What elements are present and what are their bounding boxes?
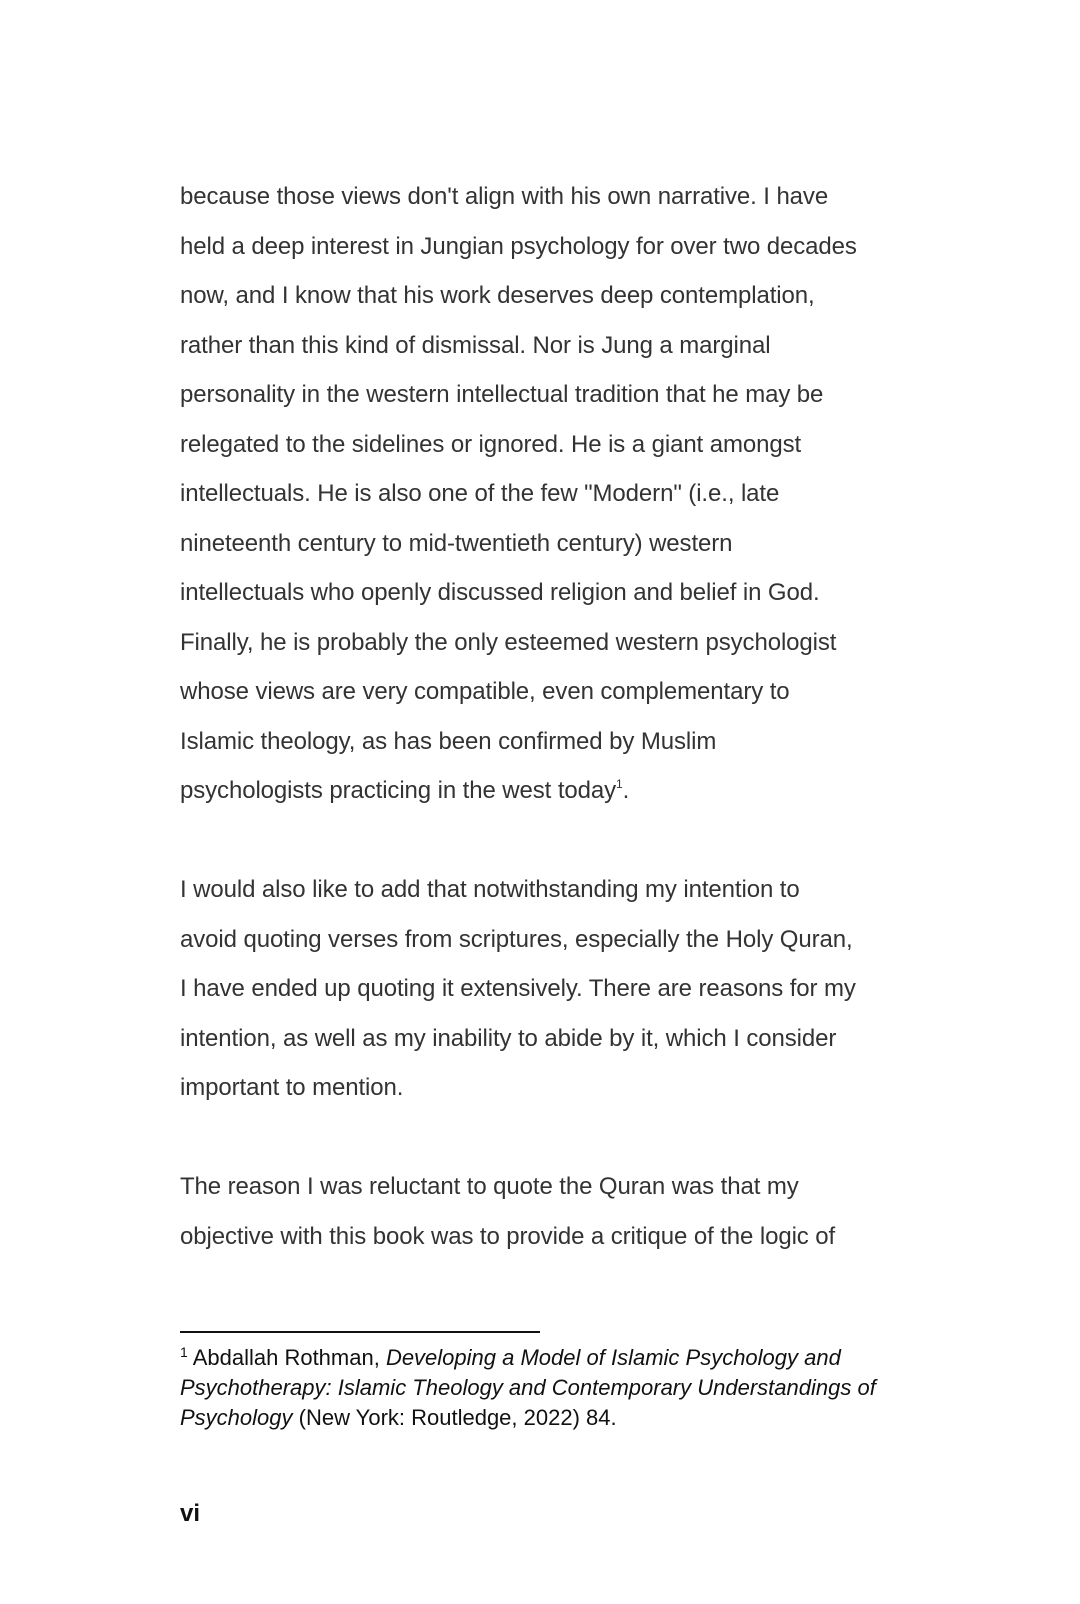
footnote-title: Developing a Model of Islamic Psychology and	[385, 1345, 841, 1370]
text-line: intention, as well as my inability to abide by it, which I consider	[180, 1024, 837, 1052]
text-line: because those views don't align with his own narrative. I have	[180, 183, 829, 210]
sentence-end: .	[622, 777, 630, 804]
text-line: intellectuals who openly discussed religion and belief in God.	[180, 579, 820, 606]
footnote-title: Psychology	[180, 1405, 293, 1430]
footnote-line	[180, 1373, 920, 1403]
text-line: held a deep interest in Jungian psychology for over two decades	[180, 232, 857, 260]
text-line: The reason I was reluctant to quote the Quran was that my	[180, 1173, 799, 1200]
body-text	[180, 172, 910, 1311]
footnote-line	[180, 1343, 920, 1373]
footnote-separator	[180, 1331, 540, 1333]
footnote-title: Psychotherapy: Islamic Theology and Contemporary Understandings of	[180, 1375, 876, 1400]
paragraph-3	[180, 1162, 910, 1261]
paragraph-1	[180, 172, 910, 816]
footnote	[180, 1343, 920, 1433]
text-line: nineteenth century to mid-twentieth century) western	[180, 529, 733, 557]
footnote-number: 1	[180, 1344, 188, 1360]
text-line: important to mention.	[180, 1074, 404, 1101]
text-line: now, and I know that his work deserves deep contemplation,	[180, 282, 815, 309]
footnote-publication: (New York: Routledge, 2022) 84.	[292, 1405, 617, 1430]
text-line: I would also like to add that notwithstanding my intention to	[180, 876, 800, 903]
text-line-content: psychologists practicing in the west today	[180, 777, 617, 804]
text-line: Finally, he is probably the only esteemed western psychologist	[180, 628, 837, 656]
footnote-author: Abdallah Rothman,	[192, 1345, 386, 1370]
footnote-line	[180, 1403, 920, 1433]
text-line: rather than this kind of dismissal. Nor is Jung a marginal	[180, 331, 771, 359]
text-line: objective with this book was to provide a critique of the logic of	[180, 1222, 836, 1250]
text-line: intellectuals. He is also one of the few "Modern" (i.e., late	[180, 480, 780, 507]
page-number: vi	[180, 1500, 201, 1527]
footnote-reference[interactable]: 1	[616, 777, 623, 791]
paragraph-2	[180, 865, 910, 1113]
text-line: relegated to the sidelines or ignored. He is a giant amongst	[180, 430, 802, 458]
text-line: I have ended up quoting it extensively. There are reasons for my	[180, 975, 856, 1002]
text-line: avoid quoting verses from scriptures, especially the Holy Quran,	[180, 925, 853, 953]
text-line: personality in the western intellectual tradition that he may be	[180, 381, 824, 408]
text-line: whose views are very compatible, even complementary to	[180, 678, 790, 705]
text-line-last	[180, 766, 910, 816]
text-line: Islamic theology, as has been confirmed by Muslim	[180, 727, 717, 755]
